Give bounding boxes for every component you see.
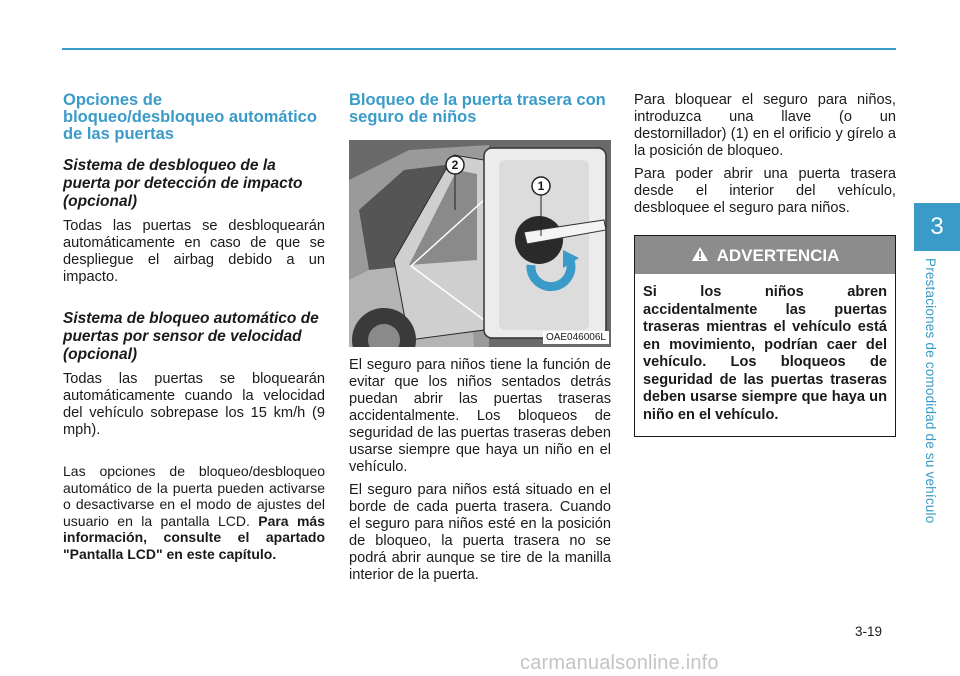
warning-text: Si los niños abren accidentalmente las puertas traseras mientras el vehículo está en movimiento, podrían caer del vehículo. Los bloqueos de seguridad de las puertas traseras deben usarse siempre que haya un niño en el vehículo.: [643, 284, 887, 423]
chapter-title: Prestaciones de comodidad de su vehículo: [923, 258, 938, 524]
paragraph-speed-lock: Todas las puertas se bloquearán automáticamente cuando la velocidad del vehículo sobrepase los 15 km/h (9 mph).: [63, 371, 325, 438]
paragraph-child-lock-location: El seguro para niños está situado en el borde de cada puerta trasera. Cuando el seguro para niños esté en la posición de bloqueo, la puerta trasera no se podrá abrir aunque se tire de la manilla interior de la puerta.: [349, 482, 611, 583]
left-column: [63, 92, 325, 568]
subheading-speed-lock: Sistema de bloqueo automático de puertas por sensor de velocidad (opcional): [63, 310, 319, 363]
warning-triangle-icon: [691, 246, 709, 265]
paragraph-lcd-options: [63, 463, 325, 562]
subheading-impact-unlock: Sistema de desbloqueo de la puerta por detección de impacto (opcional): [63, 157, 303, 210]
paragraph-impact-unlock: Todas las puertas se desbloquearán automáticamente en caso de que se despliegue el airbag debido a un impacto.: [63, 218, 325, 285]
warning-title: ADVERTENCIA: [716, 245, 840, 265]
lcd-options-text: Las opciones de bloqueo/desbloqueo automático de la puerta pueden activarse o desactivarse en el modo de ajustes del usuario en la pantalla LCD.: [63, 463, 325, 529]
middle-column: [349, 92, 611, 590]
callout-2-label: 2: [451, 158, 459, 172]
callout-1-label: 1: [537, 179, 545, 193]
paragraph-lock-instructions: Para bloquear el seguro para niños, introduzca una llave (o un destornillador) (1) en el orificio y gírelo a la posición de bloqueo.: [634, 92, 896, 159]
paragraph-child-lock-purpose: El seguro para niños tiene la función de evitar que los niños sentados detrás puedan abrir las puertas traseras accidentalmente. Los bloqueos de seguridad de las puertas traseras deben usarse siempre que haya un niño en el vehículo.: [349, 357, 611, 475]
lcd-options-reference: Para más información, consulte el apartado "Pantalla LCD" en este capítulo.: [63, 512, 325, 562]
chapter-title-vertical: [916, 258, 946, 538]
right-column: [634, 92, 896, 437]
page-number: 3-19: [855, 624, 883, 639]
child-lock-illustration: [349, 140, 611, 347]
chapter-tab: 3: [914, 203, 960, 251]
paragraph-unlock-instructions: Para poder abrir una puerta trasera desde el interior del vehículo, desbloquee el seguro para niños.: [634, 166, 896, 216]
warning-header: [635, 236, 895, 274]
section-heading-child-lock: Bloqueo de la puerta trasera con seguro de niños: [349, 91, 606, 126]
car-door-drawing: [349, 140, 611, 347]
section-heading-auto-lock: Opciones de bloqueo/desbloqueo automático de las puertas: [63, 91, 317, 143]
figure-code: OAE046006L: [543, 331, 609, 344]
warning-box: [634, 235, 896, 437]
top-rule: [62, 48, 896, 50]
watermark: carmanualsonline.info: [520, 652, 719, 674]
